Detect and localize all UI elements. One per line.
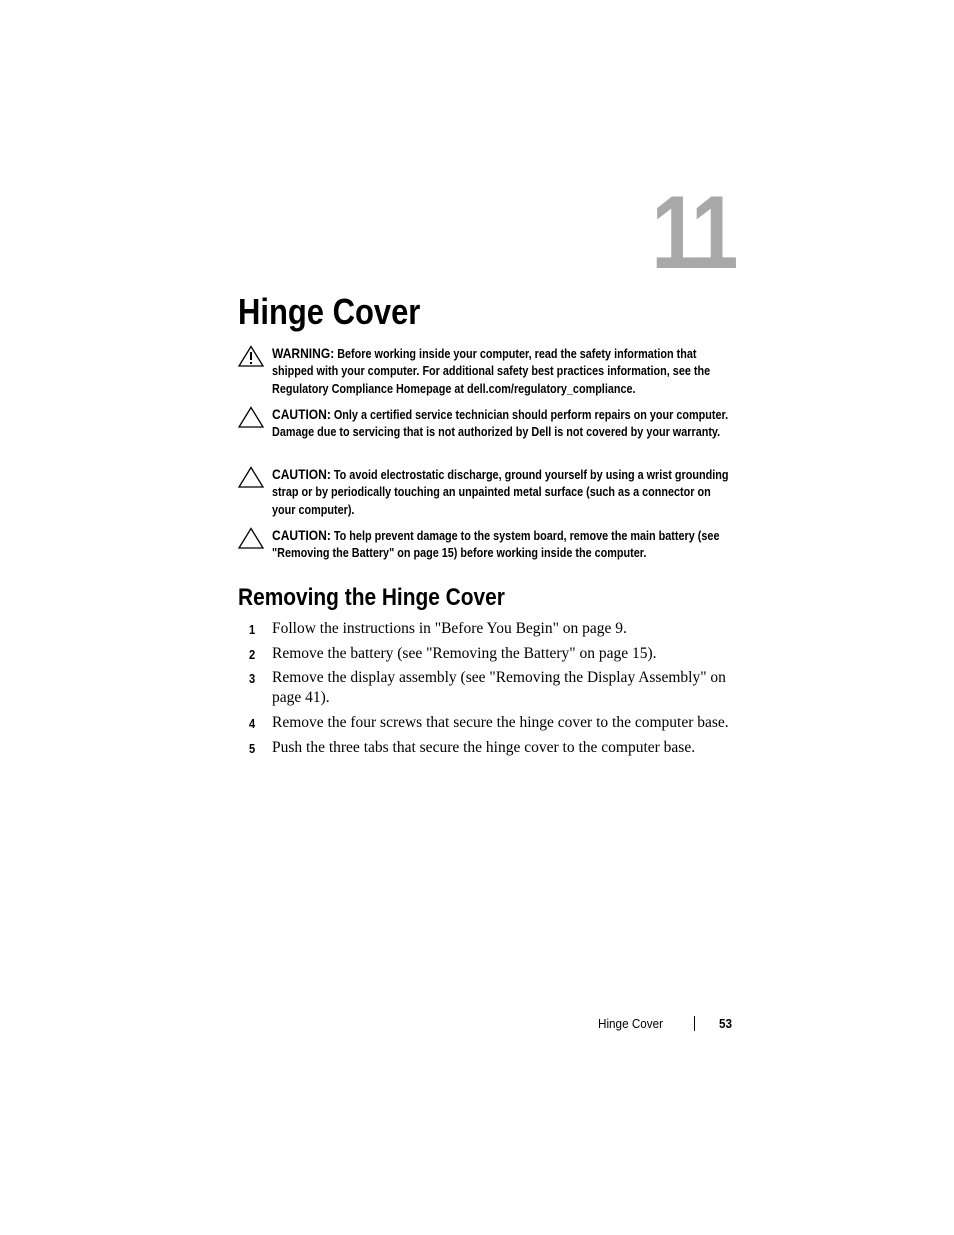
footer-divider xyxy=(694,1016,695,1031)
step-number: 1 xyxy=(249,622,256,637)
caution-triangle-icon xyxy=(238,406,264,428)
step-number: 3 xyxy=(249,671,256,686)
footer-chapter-title: Hinge Cover xyxy=(598,1016,664,1031)
notice-text xyxy=(272,406,736,442)
notice-label: CAUTION: xyxy=(272,406,331,422)
notice-body: Only a certified service technician should perform repairs on your computer. Damage due to servicing that is not authorized by Dell is not covered by your warranty. xyxy=(272,408,729,440)
warning-triangle-icon xyxy=(238,345,264,367)
notice-body: To help prevent damage to the system board, remove the main battery (see "Removing the Battery" on page 15) before working inside the computer. xyxy=(272,529,720,561)
notice-body: Before working inside your computer, read the safety information that shipped with your computer. For additional safety best practices information, see the Regulatory Compliance Homepage at dell.com/regulatory_compliance. xyxy=(272,347,711,396)
notice-text xyxy=(272,466,736,519)
notice-text xyxy=(272,527,736,563)
page-number: 53 xyxy=(719,1016,733,1031)
step-number: 5 xyxy=(249,741,256,756)
section-title: Removing the Hinge Cover xyxy=(238,584,505,611)
notice-label: WARNING: xyxy=(272,345,335,361)
step-text: Follow the instructions in "Before You Begin" on page 9. xyxy=(272,620,627,637)
step-text: Remove the four screws that secure the hinge cover to the computer base. xyxy=(272,714,729,731)
notice-body: To avoid electrostatic discharge, ground yourself by using a wrist grounding strap or by periodically touching an unpainted metal surface (such as a connector on your computer). xyxy=(272,468,729,517)
step-text: Push the three tabs that secure the hinge cover to the computer base. xyxy=(272,739,696,756)
step-number: 2 xyxy=(249,647,256,662)
step-text: Remove the display assembly (see "Removing the Display Assembly" on page 41). xyxy=(272,669,726,706)
notice-label: CAUTION: xyxy=(272,527,331,543)
step-text: Remove the battery (see "Removing the Battery" on page 15). xyxy=(272,645,657,662)
caution-triangle-icon xyxy=(238,466,264,488)
page-title: Hinge Cover xyxy=(238,291,421,332)
notice-text xyxy=(272,345,736,398)
caution-triangle-icon xyxy=(238,527,264,549)
notice-label: CAUTION: xyxy=(272,466,331,482)
step-number: 4 xyxy=(249,716,256,731)
chapter-number: 11 xyxy=(651,175,735,291)
